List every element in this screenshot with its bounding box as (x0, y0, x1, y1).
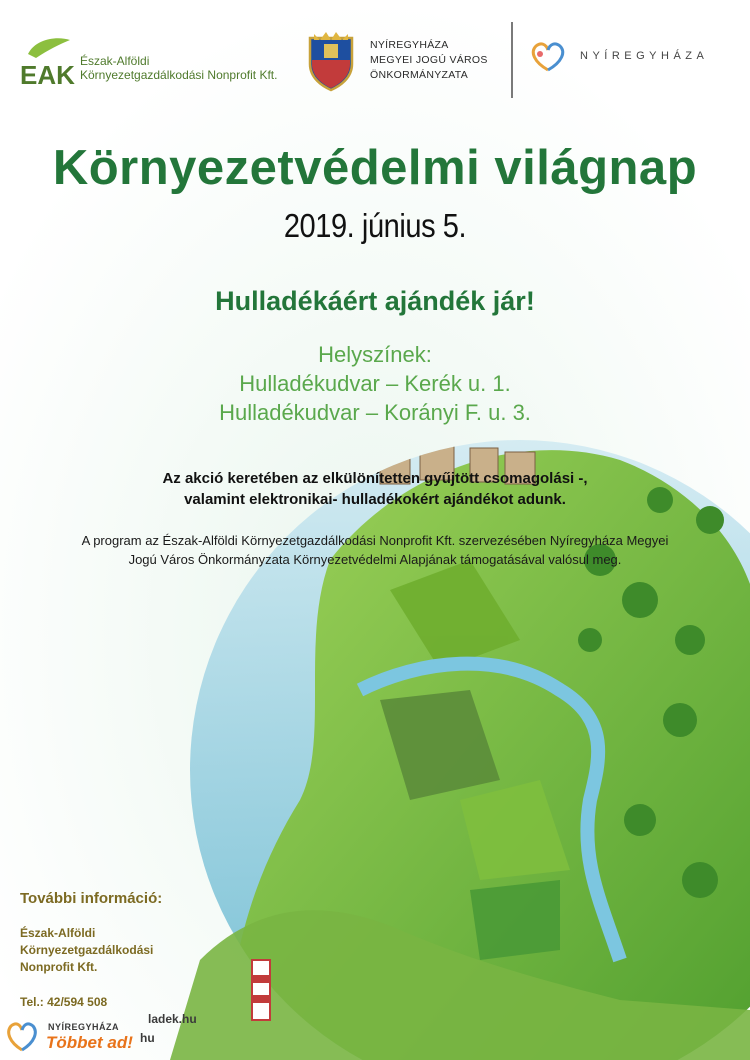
info-org-line: Környezetgazdálkodási (20, 943, 154, 957)
brand-name: NYÍREGYHÁZA (580, 50, 709, 62)
info-phone: Tel.: 42/594 508 (20, 995, 108, 1009)
action-line: Az akció keretében az elkülönítetten gyűjtött csomagolási -, (162, 470, 588, 487)
city-name-line2: MEGYEI JOGÚ VÁROS (370, 54, 488, 66)
city-name (370, 38, 488, 83)
event-date: 2019. június 5. (283, 207, 467, 244)
city-crest-icon (304, 30, 358, 92)
eak-name (80, 54, 277, 82)
eak-abbr: EAK (20, 60, 75, 90)
program-description (0, 531, 750, 569)
action-line: valamint elektronikai- hulladékokért ajándékot adunk. (184, 491, 566, 508)
info-heading: További információ: (20, 890, 163, 907)
city-name-line1: NYÍREGYHÁZA (370, 39, 449, 51)
info-web-fragment: ladek.hu (148, 1012, 197, 1026)
eak-name-line1: Észak-Alföldi (80, 54, 150, 68)
location-item: Hulladékudvar – Korányi F. u. 3. (219, 400, 531, 425)
action-description (0, 468, 750, 510)
info-organization (20, 925, 153, 976)
badge-slogan: Többet ad! (46, 1033, 133, 1052)
tobbet-ad-badge (4, 1018, 144, 1058)
program-line: Jogú Város Önkormányzata Környezetvédelmi Alapjának támogatásával valósul meg. (128, 552, 622, 567)
eak-name-line2: Környezetgazdálkodási Nonprofit Kft. (80, 68, 278, 82)
badge-city: NYÍREGYHÁZA (48, 1022, 120, 1032)
city-logo (304, 30, 509, 94)
heart-brand-icon (528, 40, 568, 74)
heart-brand-icon (4, 1020, 40, 1054)
eak-leaf-icon (18, 32, 78, 92)
nyiregyhaza-brand-logo (528, 40, 738, 76)
city-name-line3: ÖNKORMÁNYZATA (370, 69, 469, 81)
eak-logo (18, 32, 318, 92)
locations-heading: Helyszínek: (318, 342, 432, 367)
info-web-fragment-2: hu (140, 1031, 155, 1045)
info-org-line: Észak-Alföldi (20, 926, 96, 940)
location-item: Hulladékudvar – Kerék u. 1. (239, 371, 511, 396)
info-org-line: Nonprofit Kft. (20, 960, 98, 974)
event-title: Környezetvédelmi világnap (52, 141, 698, 195)
event-slogan: Hulladékáért ajándék jár! (215, 286, 535, 316)
locations-block (0, 340, 750, 427)
program-line: A program az Észak-Alföldi Környezetgazdálkodási Nonprofit Kft. szervezésében Nyíregyháza Megyei (81, 533, 669, 548)
header-divider (511, 22, 513, 98)
